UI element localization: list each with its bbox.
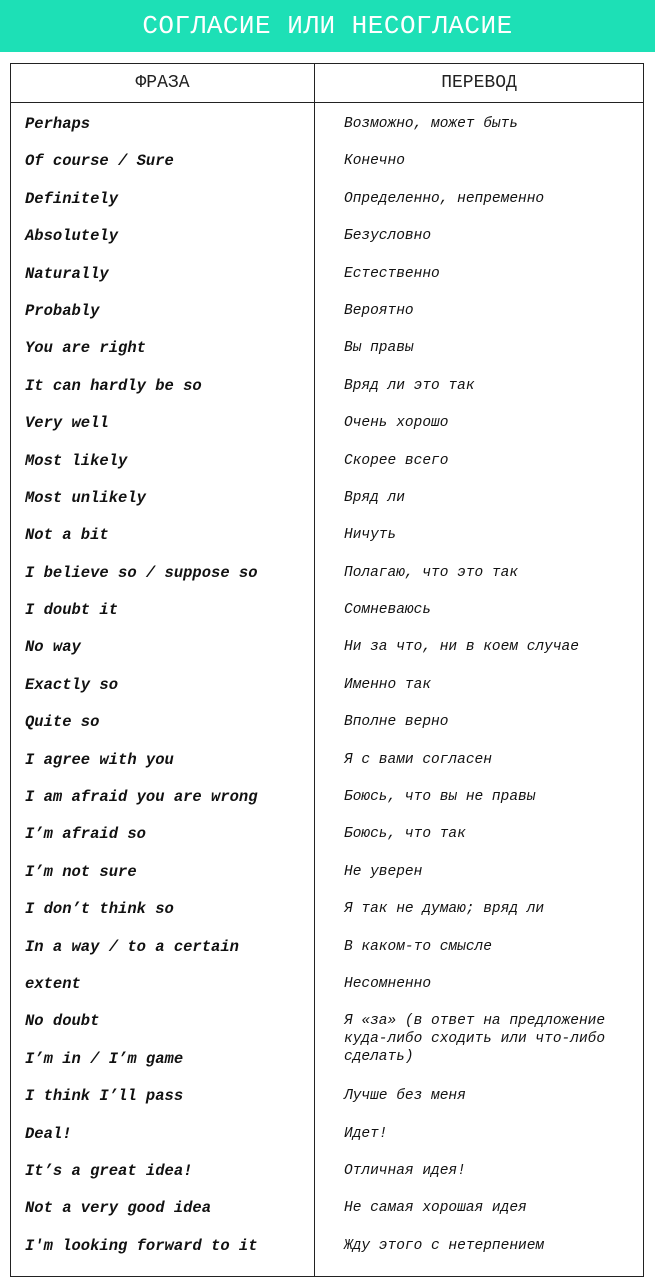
phrase-cell: Quite so: [25, 713, 100, 732]
phrase-cell: I don’t think so: [25, 900, 174, 919]
table-row: [11, 256, 643, 293]
translation-cell: Идет!: [344, 1125, 388, 1142]
table-row: [11, 405, 643, 442]
phrase-cell: extent: [25, 974, 81, 993]
table-row: [11, 443, 643, 480]
phrase-cell: Exactly so: [25, 675, 119, 694]
translation-cell: Возможно, может быть: [344, 116, 519, 132]
translation-cell: Вероятно: [344, 302, 414, 319]
table-row: [11, 330, 643, 367]
table-row: [11, 555, 643, 592]
table-row: [11, 1228, 643, 1265]
phrase-cell: I’m not sure: [25, 862, 137, 881]
table-row: [11, 143, 643, 180]
phrase-cell: Most likely: [25, 451, 128, 470]
table-row: [11, 1078, 643, 1115]
table-row: [11, 218, 643, 255]
phrase-table: [10, 63, 644, 1277]
table-row: [11, 1153, 643, 1190]
phrase-cell: Perhaps: [25, 115, 91, 133]
table-row: [11, 966, 643, 1003]
translation-cell: Я так не думаю; вряд ли: [344, 901, 545, 918]
phrase-cell: Of course / Sure: [25, 152, 174, 171]
table-row: [11, 368, 643, 405]
translation-cell: Отличная идея!: [344, 1162, 466, 1179]
phrase-cell: No way: [25, 638, 81, 657]
table-row: [11, 1190, 643, 1227]
phrase-cell: It can hardly be so: [25, 376, 202, 395]
translation-cell: Конечно: [344, 153, 405, 170]
table-row: [11, 181, 643, 218]
translation-cell: Очень хорошо: [344, 415, 449, 432]
table-row: [11, 629, 643, 666]
header-phrase: ФРАЗА: [135, 73, 190, 93]
translation-cell: Вполне верно: [344, 714, 449, 731]
phrase-cell: Very well: [25, 414, 109, 433]
table-row: [11, 929, 643, 966]
translation-cell: В каком-то смысле: [344, 938, 492, 955]
translation-cell: Боюсь, что так: [344, 826, 466, 843]
phrase-cell: Absolutely: [25, 227, 119, 246]
phrase-cell: In a way / to a certain: [25, 937, 239, 956]
table-row: [11, 1041, 643, 1078]
translation-cell: Ни за что, ни в коем случае: [344, 639, 579, 656]
translation-cell: Вряд ли: [344, 489, 405, 506]
phrase-cell: Most unlikely: [25, 488, 146, 507]
phrase-cell: It’s a great idea!: [25, 1161, 193, 1180]
translation-cell: Лучше без меня: [344, 1088, 466, 1105]
table-row: [11, 106, 643, 143]
table-row: [11, 816, 643, 853]
table-row: [11, 667, 643, 704]
table-row: [11, 1116, 643, 1153]
table-row: [11, 480, 643, 517]
table-body: [11, 106, 643, 1265]
translation-cell: Не уверен: [344, 863, 423, 880]
translation-cell: Определенно, непременно: [344, 190, 545, 207]
phrase-cell: Probably: [25, 301, 100, 320]
table-row: [11, 517, 643, 554]
phrase-cell: You are right: [25, 339, 146, 358]
translation-cell: Ничуть: [344, 527, 397, 544]
phrase-cell: I’m afraid so: [25, 825, 146, 844]
table-row: [11, 854, 643, 891]
table-row: [11, 891, 643, 928]
phrase-cell: Definitely: [25, 189, 119, 208]
translation-cell: Сомневаюсь: [344, 602, 432, 619]
phrase-cell: Not a bit: [25, 526, 109, 545]
phrase-cell: I'm looking forward to it: [25, 1236, 258, 1255]
phrase-cell: Not a very good idea: [25, 1199, 212, 1218]
phrase-cell: I think I’ll pass: [25, 1087, 184, 1106]
phrase-cell: Naturally: [25, 264, 109, 283]
phrase-cell: No doubt: [25, 1012, 100, 1031]
table-row: [11, 742, 643, 779]
phrase-cell: I agree with you: [25, 750, 174, 769]
translation-cell: Скорее всего: [344, 452, 449, 469]
translation-cell: Я с вами согласен: [344, 751, 492, 768]
translation-cell: Безусловно: [344, 228, 432, 245]
phrase-cell: I believe so / suppose so: [25, 563, 258, 582]
translation-cell: Именно так: [344, 676, 432, 693]
table-row: [11, 592, 643, 629]
table-header: [11, 64, 643, 103]
phrase-cell: Deal!: [25, 1124, 72, 1143]
page-title: СОГЛАСИЕ ИЛИ НЕСОГЛАСИЕ: [142, 11, 513, 41]
translation-cell: Жду этого с нетерпением: [344, 1237, 545, 1254]
header-translation: ПЕРЕВОД: [441, 73, 517, 93]
translation-cell: Я «за» (в ответ на предложение куда-либо сходить или что-либо сделать): [344, 1013, 606, 1066]
translation-cell: Естественно: [344, 265, 440, 282]
table-row: [11, 704, 643, 741]
translation-cell: Вряд ли это так: [344, 377, 475, 394]
table-row: [11, 293, 643, 330]
translation-cell: Не самая хорошая идея: [344, 1200, 527, 1217]
table-row: [11, 779, 643, 816]
translation-cell: Вы правы: [344, 340, 414, 357]
title-banner: [0, 0, 655, 52]
translation-cell: Несомненно: [344, 975, 432, 992]
phrase-cell: I doubt it: [25, 601, 119, 620]
translation-cell: Боюсь, что вы не правы: [344, 789, 536, 806]
translation-cell: Полагаю, что это так: [344, 564, 519, 581]
phrase-cell: I’m in / I’m game: [25, 1049, 184, 1068]
phrase-cell: I am afraid you are wrong: [25, 788, 258, 807]
